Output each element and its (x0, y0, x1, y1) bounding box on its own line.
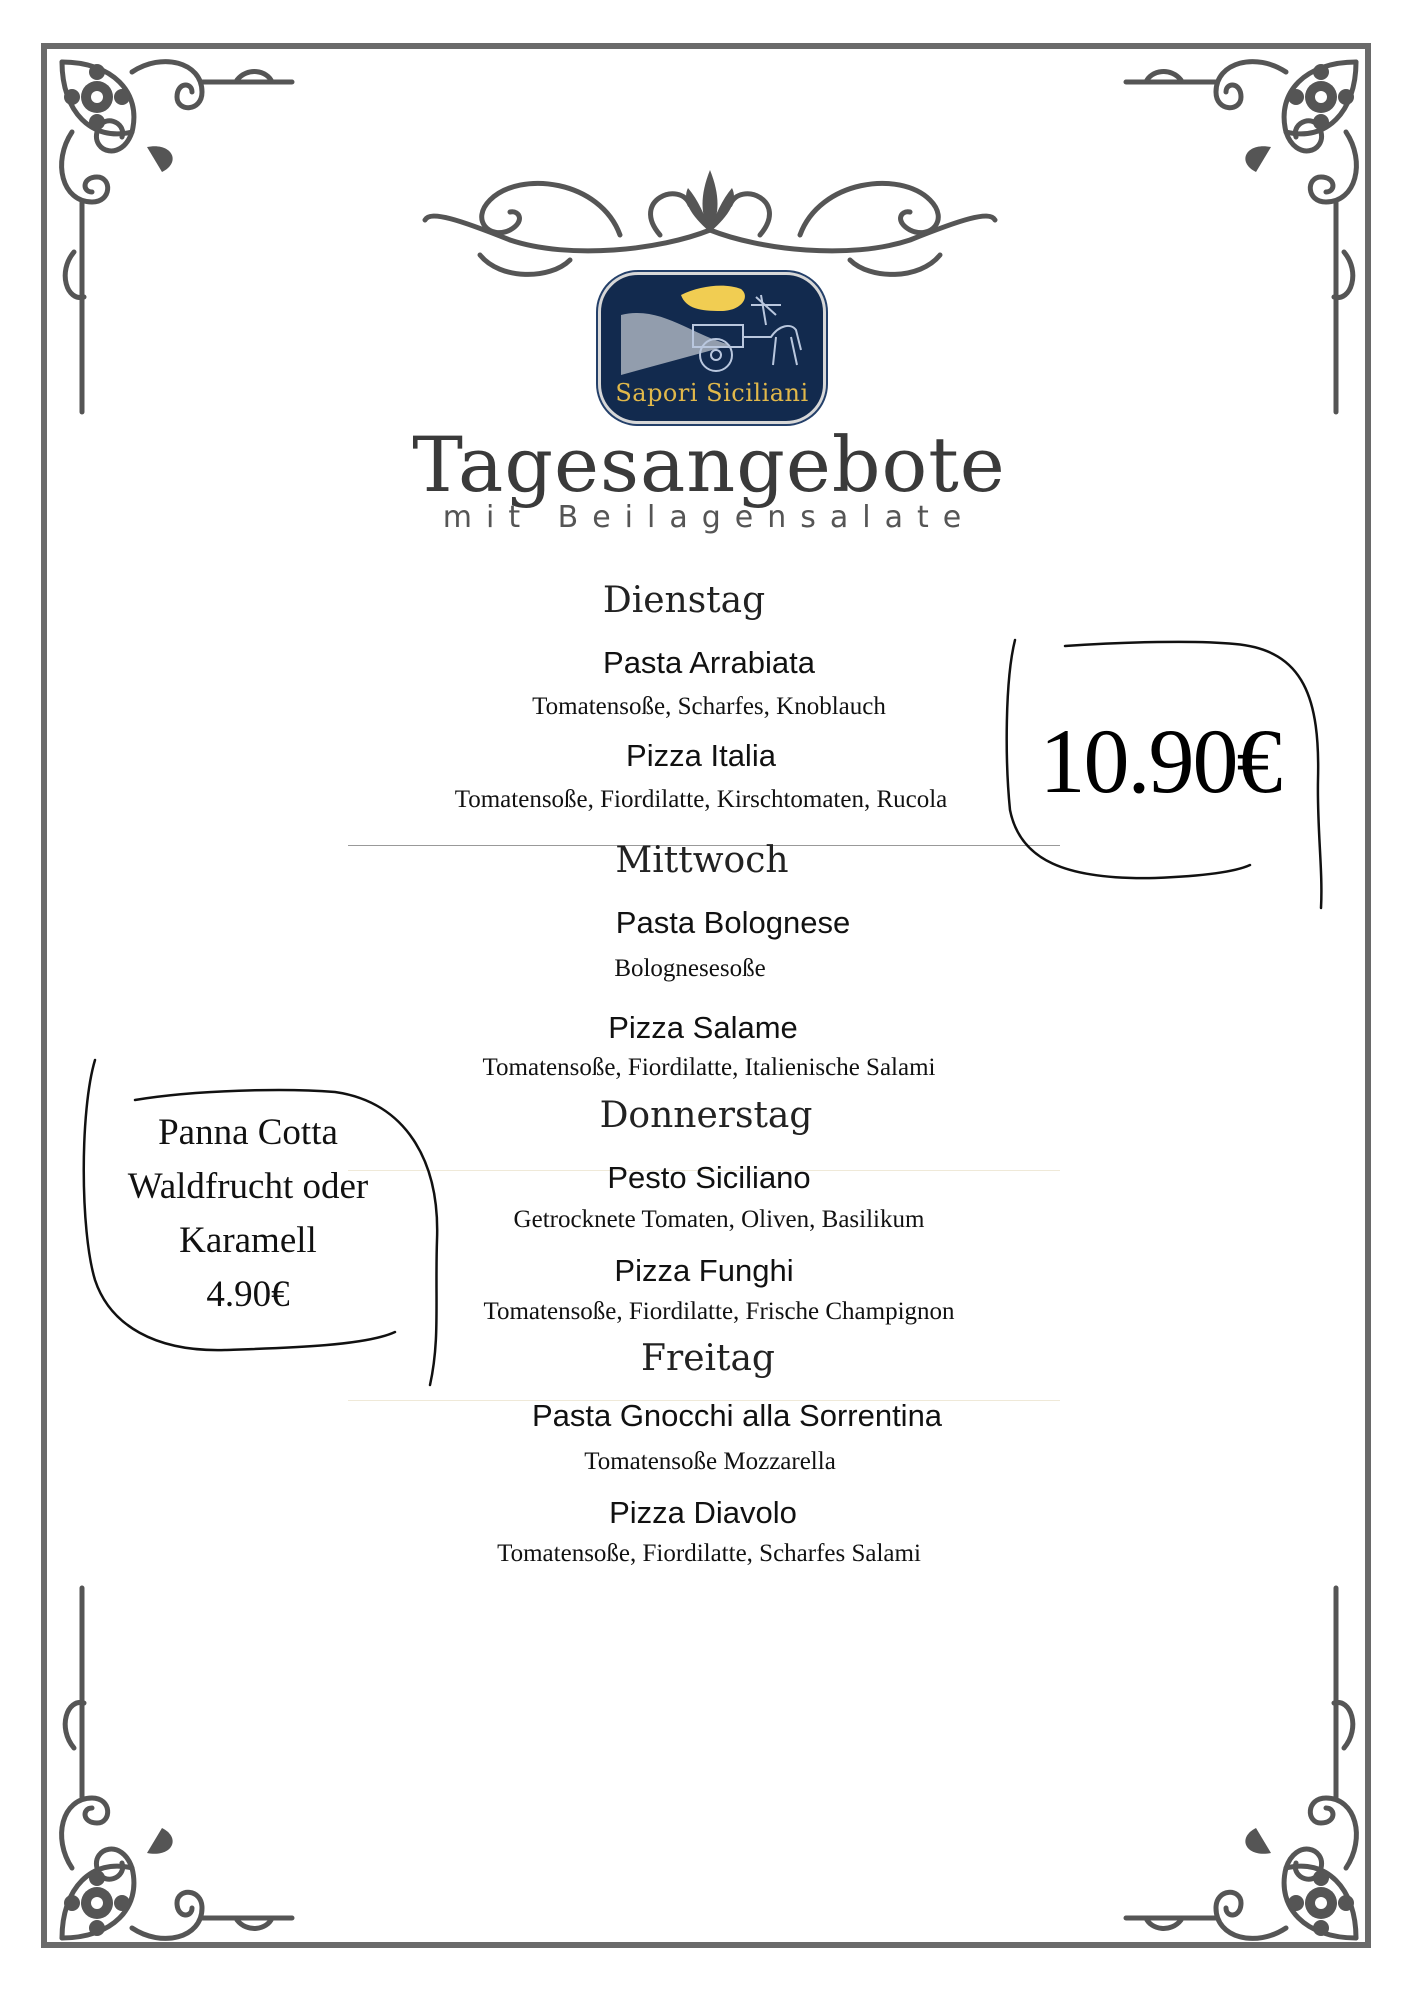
day-heading-mittwoch: Mittwoch (615, 840, 789, 881)
dish-name: Pesto Siciliano (607, 1160, 811, 1195)
logo-text: Sapori Siciliani (615, 379, 809, 407)
restaurant-logo (598, 272, 826, 424)
day-heading-dienstag: Dienstag (602, 580, 766, 621)
day-heading-donnerstag: Donnerstag (599, 1095, 813, 1136)
dessert-price: 4.90€ (206, 1274, 290, 1315)
dish-description: Tomatensoße, Scharfes, Knoblauch (532, 693, 886, 720)
price-value: 10.90€ (1039, 710, 1281, 812)
dish-description: Tomatensoße, Fiordilatte, Italienische Salami (482, 1054, 936, 1081)
dish-description: Tomatensoße, Fiordilatte, Scharfes Salami (497, 1540, 921, 1567)
dish-description: Tomatensoße Mozzarella (584, 1448, 836, 1475)
dish-name: Pasta Bolognese (615, 905, 851, 940)
dish-description: Tomatensoße, Fiordilatte, Frische Champignon (483, 1298, 955, 1325)
dessert-text (113, 1106, 383, 1322)
dessert-line: Panna Cotta (158, 1112, 338, 1153)
day-heading-freitag: Freitag (641, 1338, 775, 1379)
page-subtitle: mit Beilagensalate (442, 500, 976, 535)
dish-name: Pizza Diavolo (609, 1495, 797, 1530)
dish-name: Pizza Funghi (614, 1253, 794, 1288)
dish-name: Pizza Salame (608, 1010, 798, 1045)
corner-ornament-bottom-right (1106, 1578, 1366, 1948)
dish-description: Bolognesesoße (614, 955, 766, 982)
price-badge (1005, 640, 1323, 880)
corner-ornament-top-left (52, 52, 312, 422)
corner-ornament-bottom-left (52, 1578, 312, 1948)
dish-name: Pizza Italia (626, 738, 776, 773)
dish-name: Pasta Gnocchi alla Sorrentina (531, 1398, 943, 1433)
dessert-line: Waldfrucht oder (127, 1166, 369, 1207)
corner-ornament-top-right (1106, 52, 1366, 422)
dish-name: Pasta Arrabiata (603, 645, 815, 680)
page-title: Tagesangebote (412, 420, 1006, 509)
dish-description: Tomatensoße, Fiordilatte, Kirschtomaten, Rucola (454, 786, 948, 813)
dessert-badge (85, 1080, 445, 1380)
dish-description: Getrocknete Tomaten, Oliven, Basilikum (513, 1206, 925, 1233)
dessert-line: Karamell (179, 1220, 317, 1261)
